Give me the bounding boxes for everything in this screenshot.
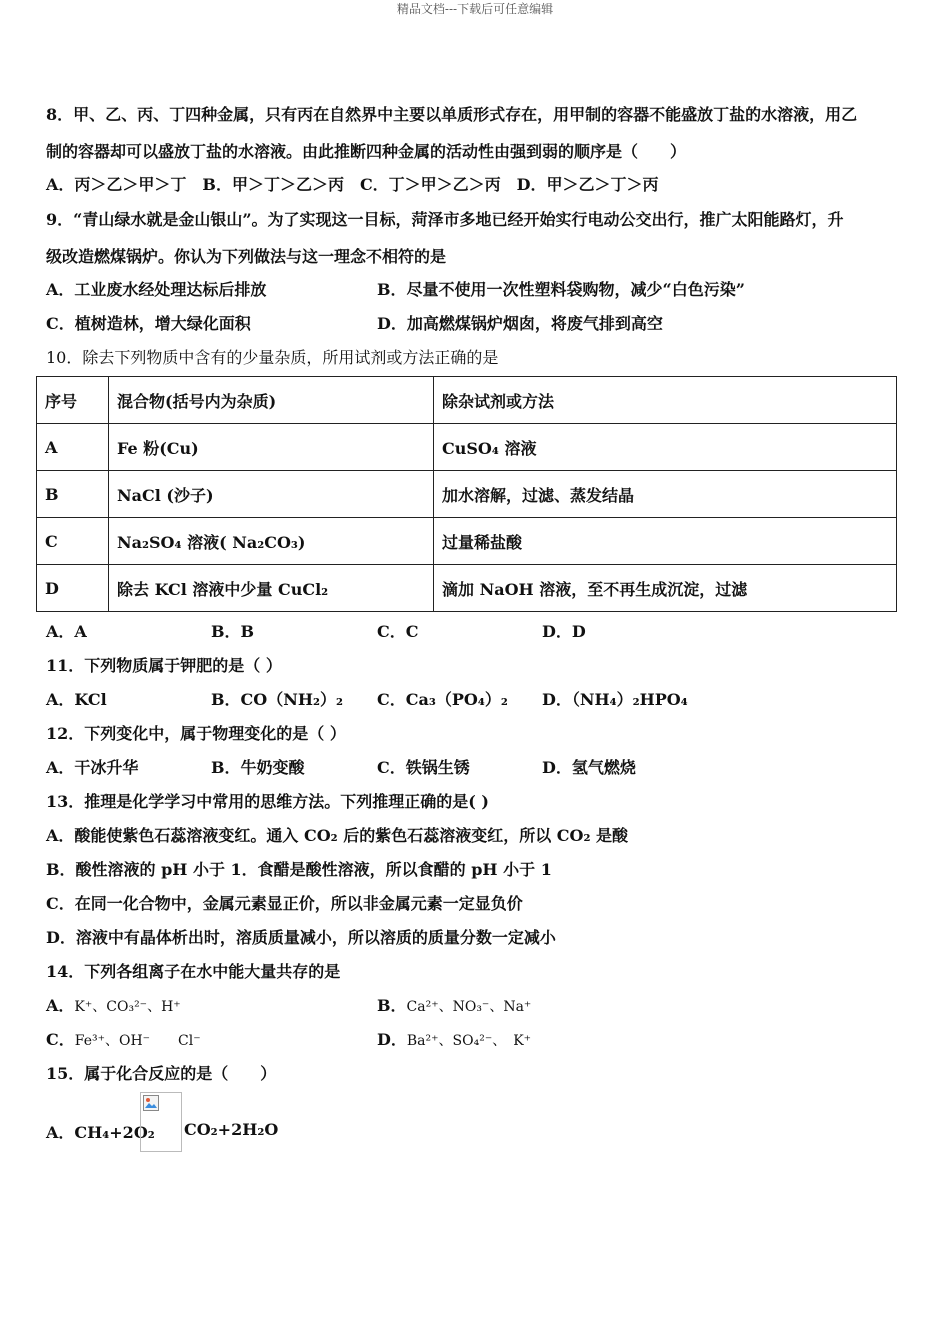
q9-option-c: C．植树造林，增大绿化面积 (46, 314, 251, 333)
q12-option-d: D．氢气燃烧 (542, 758, 636, 777)
q14-option-a (46, 993, 181, 1016)
q11-option-d: D．（NH₄）₂HPO₄ (542, 690, 688, 709)
q14-option-c-text: Fe³⁺、OH⁻ Cl⁻ (74, 1033, 201, 1049)
q11-option-c: C．Ca₃（PO₄）₂ (377, 690, 508, 709)
q13-option-c: C．在同一化合物中，金属元素显正价，所以非金属元素一定显负价 (46, 894, 523, 913)
table-cell: CuSO₄ 溶液 (434, 424, 897, 471)
q14-option-a-label: A． (46, 996, 75, 1015)
broken-image-placeholder (140, 1092, 182, 1152)
table-cell: D (37, 565, 109, 612)
table-cell: A (37, 424, 109, 471)
table-row (37, 565, 897, 612)
q10-table (36, 376, 897, 612)
q14-option-d-label: D． (377, 1030, 407, 1049)
q9-option-b: B．尽量不使用一次性塑料袋购物，减少“白色污染” (377, 280, 745, 299)
q10-option-b: B．B (211, 622, 255, 641)
q9-stem-line1: 9．“青山绿水就是金山银山”。为了实现这一目标，菏泽市多地已经开始实行电动公交出行，推广太阳能路灯，升 (46, 210, 844, 229)
table-cell: B (37, 471, 109, 518)
table-row (37, 518, 897, 565)
q15-option-a-right: CO₂+2H₂O (184, 1120, 279, 1139)
q14-option-b-text: Ca²⁺、NO₃⁻、Na⁺ (406, 999, 532, 1015)
q10-option-a: A．A (46, 622, 87, 641)
table-cell: 过量稀盐酸 (434, 518, 897, 565)
table-cell: 滴加 NaOH 溶液，至不再生成沉淀，过滤 (434, 565, 897, 612)
q11-stem: 11．下列物质属于钾肥的是（ ） (46, 656, 282, 675)
q13-stem: 13．推理是化学学习中常用的思维方法。下列推理正确的是( ) (46, 792, 489, 811)
broken-image-icon (143, 1095, 159, 1111)
q14-option-d-text: Ba²⁺、SO₄²⁻、 K⁺ (406, 1033, 532, 1049)
table-cell: NaCl (沙子) (109, 471, 434, 518)
q14-option-d (377, 1027, 531, 1050)
table-cell: Na₂SO₄ 溶液( Na₂CO₃) (109, 518, 434, 565)
q15-option-a-left: A．CH₄+2O₂ (46, 1123, 155, 1142)
table-cell: C (37, 518, 109, 565)
table-cell: Fe 粉(Cu) (109, 424, 434, 471)
q14-option-b-label: B． (377, 996, 407, 1015)
q14-stem: 14．下列各组离子在水中能大量共存的是 (46, 962, 341, 981)
q14-option-c (46, 1027, 201, 1050)
table-header-row (37, 377, 897, 424)
q15-stem: 15．属于化合反应的是（ ） (46, 1064, 277, 1083)
q8-stem-line1: 8．甲、乙、丙、丁四种金属，只有丙在自然界中主要以单质形式存在，用甲制的容器不能盛放丁盐的水溶液，用乙 (46, 105, 858, 124)
table-header-cell: 混合物(括号内为杂质) (109, 377, 434, 424)
q12-option-b: B．牛奶变酸 (211, 758, 305, 777)
q10-stem: 10．除去下列物质中含有的少量杂质，所用试剂或方法正确的是 (46, 348, 499, 367)
q9-option-d: D．加高燃煤锅炉烟囱，将废气排到高空 (377, 314, 663, 333)
q10-option-c: C．C (377, 622, 419, 641)
q14-option-b (377, 993, 531, 1016)
q12-option-a: A．干冰升华 (46, 758, 139, 777)
table-header-cell: 除杂试剂或方法 (434, 377, 897, 424)
q11-option-b: B．CO（NH₂）₂ (211, 690, 343, 709)
q14-option-a-text: K⁺、CO₃²⁻、H⁺ (74, 999, 181, 1015)
q12-option-c: C．铁锅生锈 (377, 758, 470, 777)
table-row (37, 424, 897, 471)
q14-option-c-label: C． (46, 1030, 75, 1049)
table-row (37, 471, 897, 518)
q8-options: A．丙＞乙＞甲＞丁 B．甲＞丁＞乙＞丙 C．丁＞甲＞乙＞丙 D．甲＞乙＞丁＞丙 (46, 175, 659, 194)
q11-option-a: A．KCl (46, 690, 107, 709)
q9-option-a: A．工业废水经处理达标后排放 (46, 280, 267, 299)
q9-stem-line2: 级改造燃煤锅炉。你认为下列做法与这一理念不相符的是 (46, 247, 447, 266)
table-cell: 除去 KCl 溶液中少量 CuCl₂ (109, 565, 434, 612)
q13-option-b: B．酸性溶液的 pH 小于 1．食醋是酸性溶液，所以食醋的 pH 小于 1 (46, 860, 552, 879)
q13-option-d: D．溶液中有晶体析出时，溶质质量减小，所以溶质的质量分数一定减小 (46, 928, 556, 947)
table-cell: 加水溶解，过滤、蒸发结晶 (434, 471, 897, 518)
q8-stem-line2: 制的容器却可以盛放丁盐的水溶液。由此推断四种金属的活动性由强到弱的顺序是（ ） (46, 142, 687, 161)
q13-option-a: A．酸能使紫色石蕊溶液变红。通入 CO₂ 后的紫色石蕊溶液变红，所以 CO₂ 是酸 (46, 826, 629, 845)
table-header-cell: 序号 (37, 377, 109, 424)
q12-stem: 12．下列变化中，属于物理变化的是（ ） (46, 724, 346, 743)
page-header: 精品文档---下载后可任意编辑 (396, 2, 554, 16)
q10-option-d: D．D (542, 622, 586, 641)
